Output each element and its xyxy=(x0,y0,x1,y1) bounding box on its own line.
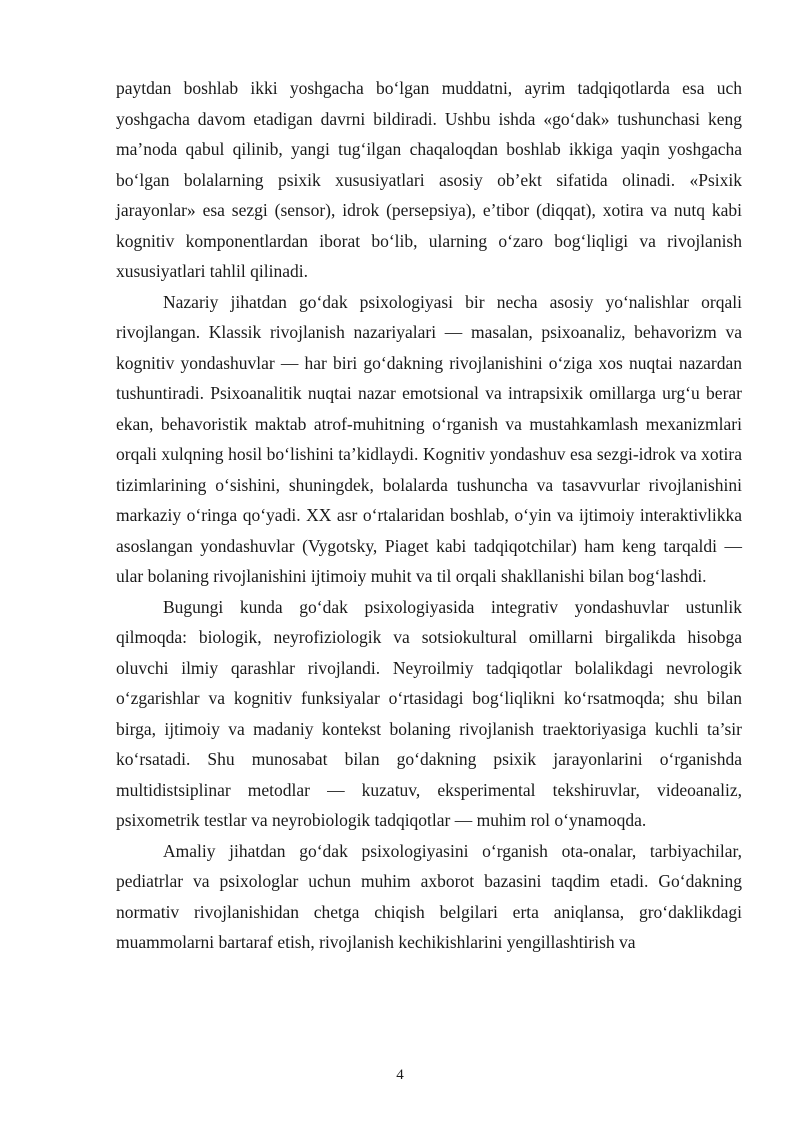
body-text xyxy=(116,73,742,958)
page-number: 4 xyxy=(396,1067,404,1083)
paragraph: Bugungi kunda go‘dak psixologiyasida integrativ yondashuvlar ustunlik qilmoqda: biologik, neyrofiziologik va sotsiokultural omillarni birgalikda hisobga oluvchi ilmiy qarashlar rivojlandi. Neyroilmiy tadqiqotlar bolalikdagi nevrologik o‘zgarishlar va kognitiv funksiyalar o‘rtasidagi bog‘liqlikni ko‘rsatmoqda; shu bilan birga, ijtimoiy va madaniy kontekst bolaning rivojlanish traektoriyasiga kuchli ta’sir ko‘rsatadi. Shu munosabat bilan go‘dakning psixik jarayonlarini o‘rganishda multidistsiplinar metodlar — kuzatuv, eksperimental tekshiruvlar, videoanaliz, psixometrik testlar va neyrobiologik tadqiqotlar — muhim rol o‘ynamoqda. xyxy=(116,596,742,830)
paragraph: Amaliy jihatdan go‘dak psixologiyasini o‘rganish ota-onalar, tarbiyachilar, pediatrlar va psixologlar uchun muhim axborot bazasini taqdim etadi. Go‘dakning normativ rivojlanishidan chetga chiqish belgilari erta aniqlansa, gro‘daklikdagi muammolarni bartaraf etish, rivojlanish kechikishlarini yengillashtirish va xyxy=(116,840,742,952)
paragraph: Nazariy jihatdan go‘dak psixologiyasi bir necha asosiy yo‘nalishlar orqali rivojlangan. Klassik rivojlanish nazariyalari — masalan, psixoanaliz, behavorizm va kognitiv yondashuvlar — har biri go‘dakning rivojlanishini o‘ziga xos nuqtai nazardan tushuntiradi. Psixoanalitik nuqtai nazar emotsional va intrapsixik omillarga urg‘u berar ekan, behavoristik maktab atrof-muhitning o‘rganish va mustahkamlash mexanizmlari orqali xulqning hosil bo‘lishini ta’kidlaydi. Kognitiv yondashuv esa sezgi-idrok va xotira tizimlarining o‘sishini, shuningdek, bolalarda tushuncha va tasavvurlar rivojlanishini markaziy o‘ringa qo‘yadi. XX asr o‘rtalaridan boshlab, o‘yin va ijtimoiy interaktivlikka asoslangan yondashuvlar (Vygotsky, Piaget kabi tadqiqotchilar) ham keng tarqaldi — ular bolaning rivojlanishini ijtimoiy muhit va til orqali shakllanishi bilan bog‘lashdi. xyxy=(116,291,742,586)
paragraph-continued: paytdan boshlab ikki yoshgacha bo‘lgan muddatni, ayrim tadqiqotlarda esa uch yoshgacha davom etadigan davrni bildiradi. Ushbu ishda «go‘dak» tushunchasi keng ma’noda qabul qilinib, yangi tug‘ilgan chaqaloqdan boshlab ikkiga yaqin yoshgacha bo‘lgan bolalarning psixik xususiyatlari asosiy ob’ekt sifatida olinadi. «Psixik jarayonlar» esa sezgi (sensor), idrok (persepsiya), e’tibor (diqqat), xotira va nutq kabi kognitiv komponentlardan iborat bo‘lib, ularning o‘zaro bog‘liqligi va rivojlanish xususiyatlari tahlil qilinadi. xyxy=(116,78,742,281)
